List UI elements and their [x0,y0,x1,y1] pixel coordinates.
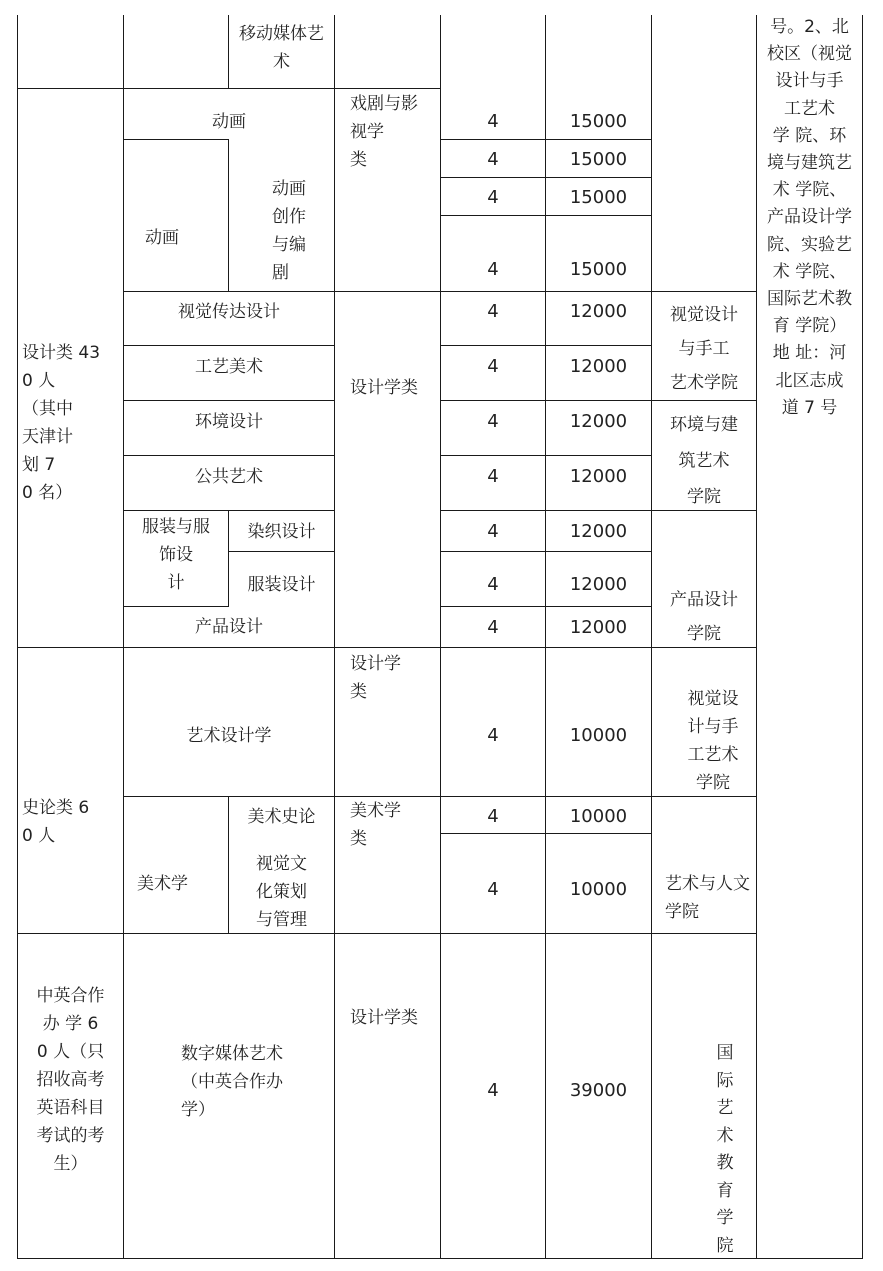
fee-cell: 10000 [569,806,628,827]
years-cell: 4 [487,617,499,638]
years-cell: 4 [487,521,499,542]
major-fashion-group: 服装与服 饰设 计 [142,517,210,593]
grid-line [440,833,652,834]
fee-cell: 15000 [569,187,628,208]
grid-line [440,345,652,346]
grid-line [123,606,229,607]
fee-cell: 10000 [569,879,628,900]
grid-line [440,139,652,140]
years-cell: 4 [487,1080,499,1101]
major-animation: 动画 [212,112,246,132]
direction-textile: 染织设计 [247,522,316,542]
fee-cell: 15000 [569,259,628,280]
direction-mobile-media: 移动媒体艺 术 [239,24,324,72]
fee-cell: 39000 [569,1080,628,1101]
years-cell: 4 [487,411,499,432]
years-cell: 4 [487,466,499,487]
fee-cell: 10000 [569,725,628,746]
school-art-humanities: 艺术与人文 学院 [665,874,750,922]
grid-line [17,933,757,934]
subject-design-2: 设计学 类 [350,654,401,702]
subject-drama-film: 戏剧与影 视学 类 [350,94,418,170]
fee-cell: 12000 [569,411,628,432]
direction-visual-culture: 视觉文 化策划 与管理 [256,854,307,930]
grid-line [123,139,229,140]
years-cell: 4 [487,806,499,827]
category-history: 史论类 6 0 人 [22,798,90,846]
school-environment-architecture: 环境与建 筑艺术 学院 [670,415,738,507]
major-public-art: 公共艺术 [195,467,263,487]
fee-cell: 12000 [569,301,628,322]
campus-address-note: 号。2、北 校区（视觉 设计与手 工艺术 学 院、环 境与建筑艺 术 学院、 产品设计学 院、实验艺 术 学院、 国际艺术教 育 学院） 地 址：河 北区志成 道 7 号 [767,17,852,418]
major-animation-group: 动画 [145,228,179,248]
years-cell: 4 [487,259,499,280]
grid-line [228,551,335,552]
years-cell: 4 [487,574,499,595]
direction-fashion: 服装设计 [247,575,316,595]
grid-line [123,510,335,511]
direction-animation-writing: 动画 创作 与编 剧 [272,179,306,283]
subject-fine-arts: 美术学 类 [350,801,401,849]
years-cell: 4 [487,187,499,208]
grid-line [440,177,652,178]
years-cell: 4 [487,149,499,170]
grid-line [440,606,652,607]
subject-design-3: 设计学类 [350,1008,418,1028]
major-environment-design: 环境设计 [195,412,263,432]
grid-line [440,400,757,401]
fee-cell: 12000 [569,356,628,377]
grid-line [123,455,335,456]
years-cell: 4 [487,879,499,900]
major-visual-communication: 视觉传达设计 [178,302,280,322]
major-art-design: 艺术设计学 [186,726,272,746]
table-border-right [862,15,863,1259]
fee-cell: 12000 [569,521,628,542]
grid-line [123,291,757,292]
grid-line [334,15,335,1259]
subject-design-1: 设计学类 [350,378,418,398]
fee-cell: 12000 [569,466,628,487]
grid-line [17,647,757,648]
grid-line [440,455,652,456]
grid-line [228,139,229,292]
major-digital-media-coop: 数字媒体艺术 （中英合作办 学） [181,1044,283,1120]
fee-cell: 15000 [569,111,628,132]
category-coop: 中英合作 办 学 6 0 人（只 招收高考 英语科目 考试的考 生） [36,986,105,1174]
fee-cell: 15000 [569,149,628,170]
grid-line [17,88,441,89]
major-product-design: 产品设计 [195,617,263,637]
years-cell: 4 [487,725,499,746]
school-visual-craft-2: 视觉设 计与手 工艺术 学院 [687,689,739,793]
direction-art-history: 美术史论 [247,807,316,827]
school-product-design: 产品设计 学院 [670,590,738,644]
fee-cell: 12000 [569,617,628,638]
grid-line [440,551,652,552]
major-fine-art: 美术学 [137,874,188,894]
school-international: 国 际 艺 术 教 育 学 院 [716,1043,734,1256]
grid-line [440,215,652,216]
fee-cell: 12000 [569,574,628,595]
years-cell: 4 [487,301,499,322]
years-cell: 4 [487,356,499,377]
grid-line [123,345,335,346]
major-craft-art: 工艺美术 [195,357,263,377]
grid-line [123,400,335,401]
school-visual-craft: 视觉设计 与手工 艺术学院 [670,305,738,393]
category-design: 设计类 43 0 人 （其中 天津计 划 7 0 名） [22,343,101,503]
years-cell: 4 [487,111,499,132]
